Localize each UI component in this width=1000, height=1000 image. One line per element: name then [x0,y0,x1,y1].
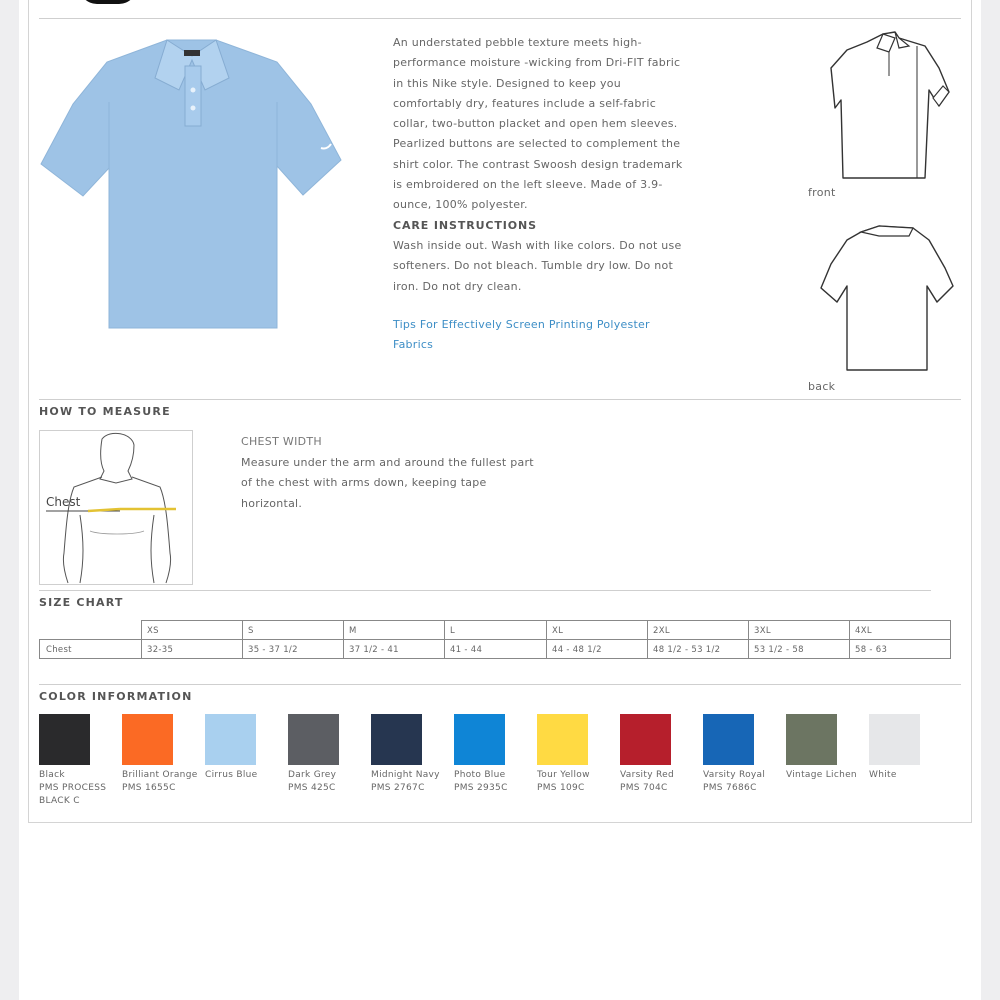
color-pms: PMS PROCESS [39,783,107,793]
size-header: M [349,626,357,636]
color-name: Vintage Lichen [786,770,857,780]
description-line: in this Nike style. Designed to keep you [393,76,621,90]
description-line: performance moisture -wicking from Dri-FIT fabric [393,56,681,70]
color-pms: PMS 109C [537,783,585,793]
color-pms: BLACK C [39,796,80,806]
description-line: comfortably dry, features include a self-fabric [393,96,657,110]
description-line: ounce, 100% polyester. [393,198,528,212]
description-line: is embroidered on the left sleeve. Made of 3.9- [393,178,663,192]
description-line: Pearlized buttons are selected to complement the [393,137,681,151]
color-swatch-tour-yellow[interactable] [537,714,588,765]
care-line: iron. Do not dry clean. [393,279,522,293]
description-line: collar, two-button placket and open hem sleeves. [393,117,678,131]
color-information-heading: COLOR INFORMATION [39,690,193,703]
color-swatch-vintage-lichen[interactable] [786,714,837,765]
color-name: Tour Yellow [537,770,590,780]
size-row-label: Chest [46,645,72,655]
color-swatch-cirrus-blue[interactable] [205,714,256,765]
tips-link-line[interactable]: Fabrics [393,338,434,352]
care-line: Wash inside out. Wash with like colors. Do not use [393,238,682,252]
size-header: S [248,626,254,636]
color-swatch-photo-blue[interactable] [454,714,505,765]
front-view-label: front [808,186,836,199]
color-label [703,769,793,795]
section-divider [39,399,961,400]
color-name: Cirrus Blue [205,770,258,780]
size-chart-heading: SIZE CHART [39,596,124,609]
size-chart-table [39,620,951,659]
color-pms: PMS 425C [288,783,336,793]
size-header: 3XL [754,626,771,636]
page [19,0,981,1000]
screen-printing-tips-link[interactable] [393,315,693,356]
color-label [122,769,212,795]
color-name: Photo Blue [454,770,506,780]
size-value: 32-35 [147,645,174,655]
description-line: shirt color. The contrast Swoosh design trademark [393,157,683,171]
color-label [205,769,295,782]
size-value: 35 - 37 1/2 [248,645,298,655]
back-view-label: back [808,380,836,393]
color-swatch-varsity-royal[interactable] [703,714,754,765]
size-header: L [450,626,456,636]
how-to-measure-heading: HOW TO MEASURE [39,405,171,418]
color-swatch-midnight-navy[interactable] [371,714,422,765]
color-swatch-white[interactable] [869,714,920,765]
size-chart-grid [39,620,951,659]
top-divider [39,18,961,19]
product-spec-sheet [28,0,972,823]
color-label [288,769,378,795]
color-label [39,769,129,808]
color-label [537,769,627,795]
color-swatch-brilliant-orange[interactable] [122,714,173,765]
color-name: Dark Grey [288,770,337,780]
back-view-drawing [819,224,955,374]
color-pms: PMS 704C [620,783,668,793]
color-swatch-varsity-red[interactable] [620,714,671,765]
color-name: White [869,770,897,780]
color-name: Brilliant Orange [122,770,198,780]
color-name: Black [39,770,65,780]
size-header: XL [552,626,564,636]
color-label [454,769,544,795]
product-photo-polo-cirrus-blue [39,38,345,332]
size-value: 53 1/2 - 58 [754,645,804,655]
size-header: XS [147,626,159,636]
product-description [393,33,703,297]
measure-line: horizontal. [241,496,303,510]
size-value: 44 - 48 1/2 [552,645,602,655]
chest-width-instructions [241,453,551,514]
chest-width-title: CHEST WIDTH [241,435,322,448]
color-pms: PMS 2935C [454,783,508,793]
measure-line: of the chest with arms down, keeping tape [241,476,487,490]
section-divider [39,684,961,685]
color-label [786,769,876,782]
color-pms: PMS 7686C [703,783,757,793]
chest-figure-label: Chest [46,495,81,509]
section-divider [39,590,931,591]
size-value: 37 1/2 - 41 [349,645,399,655]
color-swatch-dark-grey[interactable] [288,714,339,765]
brand-logo-fragment [79,0,137,4]
tips-link-line[interactable]: Tips For Effectively Screen Printing Polyester [393,318,650,331]
color-name: Varsity Royal [703,770,766,780]
color-pms: PMS 2767C [371,783,425,793]
color-name: Midnight Navy [371,770,440,780]
color-swatch-black[interactable] [39,714,90,765]
measure-figure [39,430,193,585]
front-view-drawing [829,28,953,184]
size-header: 4XL [855,626,872,636]
color-label [371,769,461,795]
care-line: softeners. Do not bleach. Tumble dry low. Do not [393,259,674,273]
color-label [620,769,710,795]
color-name: Varsity Red [620,770,674,780]
care-instructions-heading: CARE INSTRUCTIONS [393,218,537,232]
size-header: 2XL [653,626,670,636]
size-value: 48 1/2 - 53 1/2 [653,645,721,655]
color-label [869,769,959,782]
color-pms: PMS 1655C [122,783,176,793]
size-value: 41 - 44 [450,645,483,655]
measure-line: Measure under the arm and around the fullest part [241,456,534,469]
description-line: An understated pebble texture meets high- [393,36,642,49]
size-value: 58 - 63 [855,645,888,655]
